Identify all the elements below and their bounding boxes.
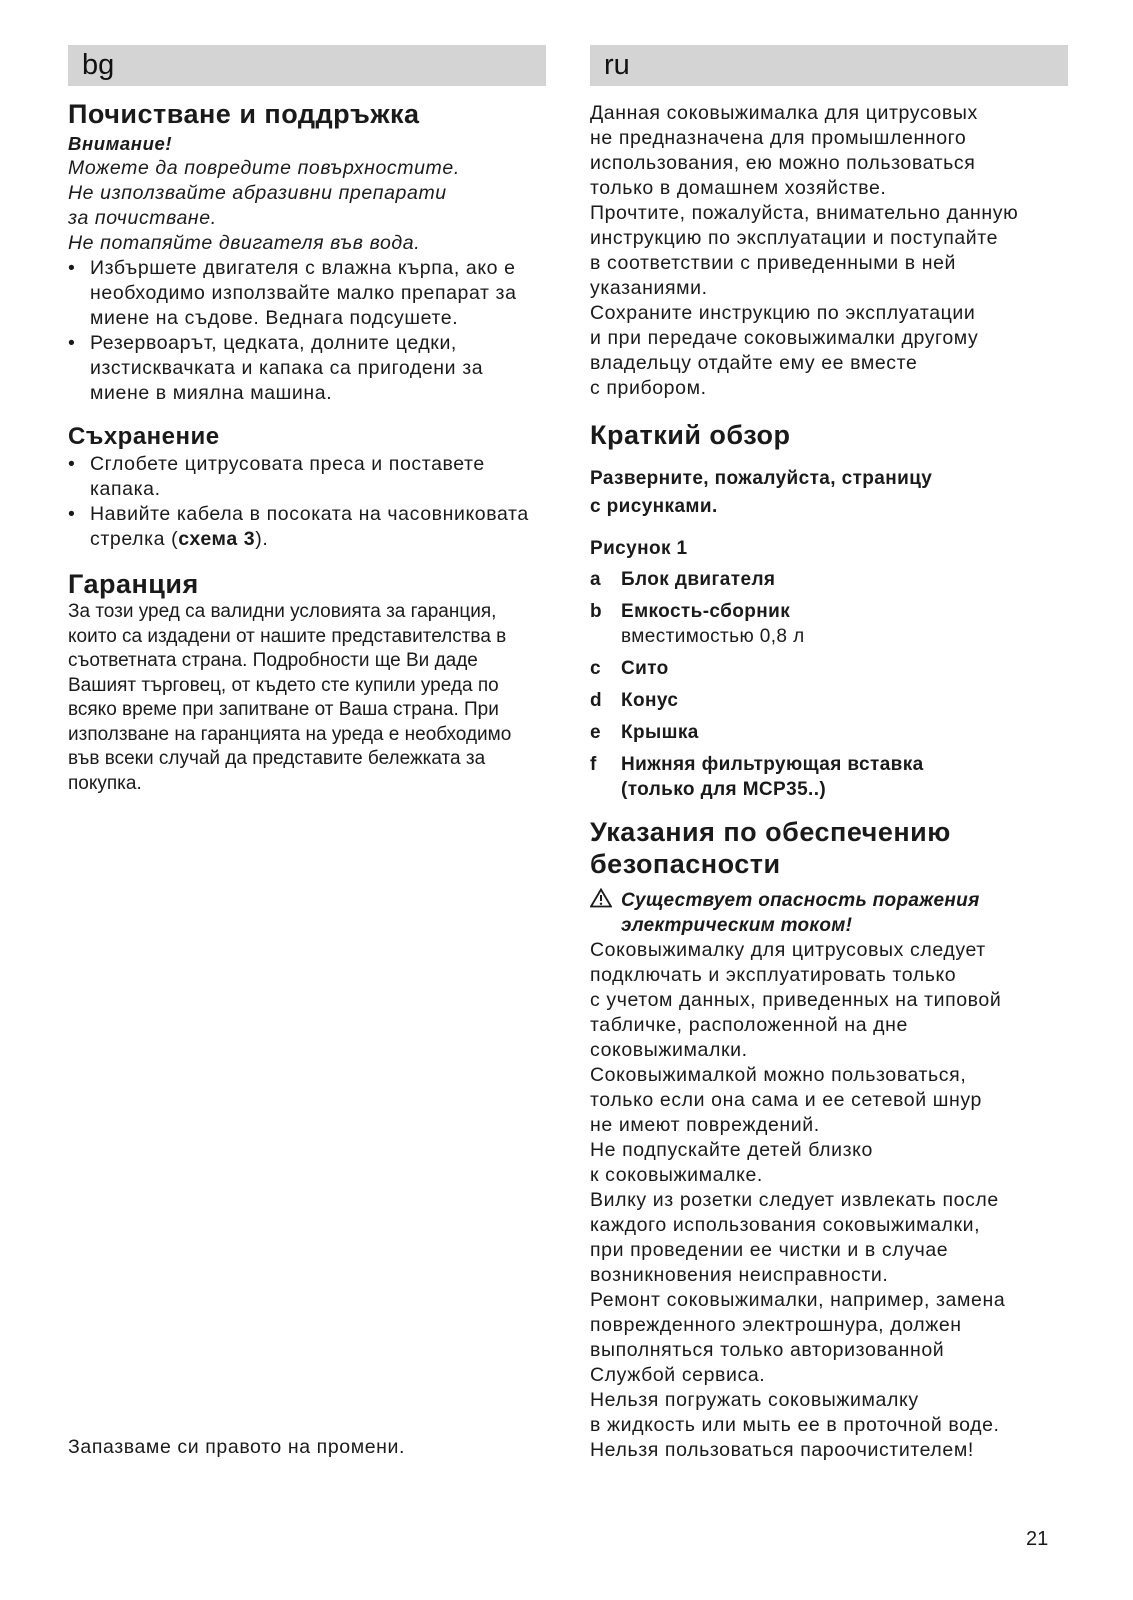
warning-line: Не използвайте абразивни препарати: [68, 182, 447, 204]
warning-line: электрическим током!: [621, 915, 853, 936]
cleaning-list: [68, 256, 518, 406]
text-line: использования, ею можно пользоваться: [590, 152, 976, 174]
warranty-text: За този уред са валидни условията за гаранция, които са издадени от нашите представителства в съответната страна. Подробности ще Ви даде Вашият търговец, от където сте купили уреда по всяко време при запитване от Ваша страна. При използване на гаранцията на уреда е необходимо във всеки случай да представите бележката за покупка.: [68, 601, 512, 794]
text-line: каждого использования соковыжималки,: [590, 1214, 981, 1236]
text-line: Вилку из розетки следует извлекать после: [590, 1189, 999, 1211]
text-line: инструкцию по эксплуатации и поступайте: [590, 227, 999, 249]
text-line: Службой сервиса.: [590, 1364, 766, 1386]
storage-heading: Съхранение: [68, 423, 220, 450]
intro-text: [590, 101, 1068, 401]
scheme-ref: схема 3: [178, 528, 256, 550]
text-line: владельцу отдайте ему ее вместе: [590, 352, 918, 374]
language-header-ru: ru: [590, 45, 1068, 86]
text-line: возникновения неисправности.: [590, 1264, 889, 1286]
text-line: только если она сама и ее сетевой шнур: [590, 1089, 982, 1111]
figure-title: Рисунок 1: [590, 538, 688, 559]
warning-label: Внимание!: [68, 133, 173, 154]
text-line: табличке, расположенной на дне: [590, 1014, 908, 1036]
text-line: поврежденного электрошнура, должен: [590, 1314, 962, 1336]
text-line: указаниями.: [590, 277, 708, 299]
warning-line: за почистване.: [68, 207, 217, 229]
legend-item: a Блок двигателя: [590, 569, 776, 590]
text-line: Соковыжималкой можно пользоваться,: [590, 1064, 967, 1086]
list-item: • Избършете двигателя с влажна кърпа, ако е необходимо използвайте малко препарат за миене на съдове. Веднага подсушете.: [68, 256, 518, 331]
text-line: Нельзя погружать соковыжималку: [590, 1389, 919, 1411]
warning-icon: [590, 888, 621, 938]
text-line: соковыжималки.: [590, 1039, 748, 1061]
text-line: выполняться только авторизованной: [590, 1339, 945, 1361]
russian-column: [590, 45, 1068, 1463]
footer-note: Запазваме си правото на промени.: [68, 1436, 406, 1458]
warranty-heading: Гаранция: [68, 569, 199, 599]
text-line: Сохраните инструкцию по эксплуатации: [590, 302, 976, 324]
text-line: с рисунками.: [590, 496, 718, 517]
bulgarian-column: [68, 45, 546, 796]
figure-legend: [590, 567, 1068, 802]
list-item: • Резервоарът, цедката, долните цедки, изстисквачката и капака са пригодени за миене в миялна машина.: [68, 331, 518, 406]
page-number: 21: [1026, 1528, 1049, 1550]
warning-line: Не потапяйте двигателя във вода.: [68, 232, 421, 254]
text-line: в жидкость или мыть ее в проточной воде.: [590, 1414, 1000, 1436]
text-line: подключать и эксплуатировать только: [590, 964, 957, 986]
text-line: с прибором.: [590, 377, 707, 399]
list-item: • Навийте кабела в посоката на часовниковата стрелка (схема 3).: [68, 502, 538, 552]
safety-text: [590, 938, 1070, 1463]
safety-heading: [590, 816, 1068, 880]
heading-line: безопасности: [590, 849, 781, 879]
text-line: Ремонт соковыжималки, например, замена: [590, 1289, 1006, 1311]
legend-item: f Нижняя фильтрующая вставка (только для MCP35..): [590, 754, 924, 800]
text-line: не имеют повреждений.: [590, 1114, 820, 1136]
text-line: Соковыжималку для цитрусовых следует: [590, 939, 986, 961]
legend-item: c Сито: [590, 658, 669, 679]
text-line: не предназначена для промышленного: [590, 127, 967, 149]
cleaning-warning: [68, 131, 546, 256]
language-header-bg: bg: [68, 45, 546, 86]
heading-line: Указания по обеспечению: [590, 817, 951, 847]
legend-item: e Крышка: [590, 722, 699, 743]
text-line: Разверните, пожалуйста, страницу: [590, 468, 933, 489]
shock-warning: [590, 888, 1068, 938]
legend-item: b Емкость-сборник вместимостью 0,8 л: [590, 601, 805, 647]
overview-heading: Краткий обзор: [590, 420, 791, 450]
text-line: к соковыжималке.: [590, 1164, 763, 1186]
legend-item: d Конус: [590, 690, 679, 711]
text-line: Нельзя пользоваться пароочистителем!: [590, 1439, 974, 1461]
text-line: с учетом данных, приведенных на типовой: [590, 989, 1002, 1011]
text-line: Не подпускайте детей близко: [590, 1139, 873, 1161]
warning-line: Существует опасность поражения: [621, 890, 980, 911]
text-line: Прочтите, пожалуйста, внимательно данную: [590, 202, 1019, 224]
text-line: при проведении ее чистки и в случае: [590, 1239, 949, 1261]
text-line: только в домашнем хозяйстве.: [590, 177, 887, 199]
cleaning-heading: Почистване и поддръжка: [68, 99, 420, 129]
storage-list: [68, 452, 538, 552]
list-item: • Сглобете цитрусовата преса и поставете капака.: [68, 452, 538, 502]
text-line: Данная соковыжималка для цитрусовых: [590, 102, 978, 124]
warning-line: Можете да повредите повърхностите.: [68, 157, 460, 179]
unfold-note: [590, 465, 1068, 521]
text-line: и при передаче соковыжималки другому: [590, 327, 979, 349]
text-line: в соответствии с приведенными в ней: [590, 252, 957, 274]
